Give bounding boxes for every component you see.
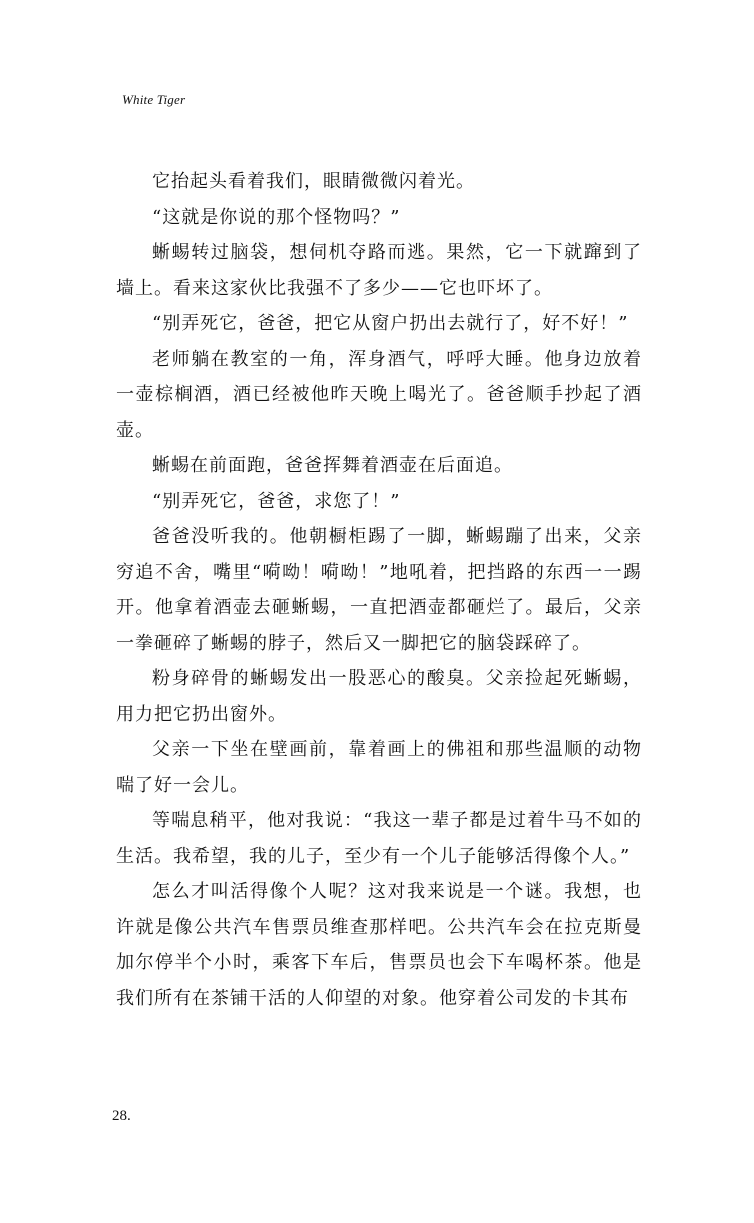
page-number: 28. — [112, 1108, 131, 1124]
paragraph: 怎么才叫活得像个人呢？这对我来说是一个谜。我想，也许就是像公共汽车售票员维查那样吧。公共汽车会在拉克斯曼加尔停半个小时，乘客下车后，售票员也会下车喝杯茶。他是我们所有在茶铺干活的人仰望的对象。他穿着公司发的卡其布 — [116, 881, 642, 1009]
paragraph: “这就是你说的那个怪物吗？” — [152, 206, 401, 228]
paragraph: “别弄死它，爸爸，求您了！” — [152, 490, 401, 512]
paragraph: 爸爸没听我的。他朝橱柜踢了一脚，蜥蜴蹦了出来，父亲穷追不舍，嘴里“嗬呦！嗬呦！”地吼着，把挡路的东西一一踢开。他拿着酒壶去砸蜥蜴，一直把酒壶都砸烂了。最后，父亲一拳砸碎了蜥蜴的脖子，然后又一脚把它的脑袋踩碎了。 — [116, 526, 642, 654]
paragraph: 粉身碎骨的蜥蜴发出一股恶心的酸臭。父亲捡起死蜥蜴，用力把它扔出窗外。 — [116, 668, 642, 725]
paragraph: 父亲一下坐在壁画前，靠着画上的佛祖和那些温顺的动物喘了好一会儿。 — [116, 739, 642, 796]
paragraph: 等喘息稍平，他对我说：“我这一辈子都是过着牛马不如的生活。我希望，我的儿子，至少有一个儿子能够活得像个人。” — [116, 810, 642, 867]
paragraph: 蜥蜴转过脑袋，想伺机夺路而逃。果然，它一下就蹿到了墙上。看来这家伙比我强不了多少——它也吓坏了。 — [116, 242, 642, 299]
running-head: White Tiger — [122, 92, 186, 107]
paragraph: 它抬起头看着我们，眼睛微微闪着光。 — [152, 171, 475, 192]
paragraph: 老师躺在教室的一角，浑身酒气，呼呼大睡。他身边放着一壶棕榈酒，酒已经被他昨天晚上喝光了。爸爸顺手抄起了酒壶。 — [116, 348, 642, 441]
paragraph: “别弄死它，爸爸，把它从窗户扔出去就行了，好不好！” — [152, 313, 629, 334]
body-text — [116, 164, 642, 1016]
paragraph: 蜥蜴在前面跑，爸爸挥舞着酒壶在后面追。 — [152, 455, 513, 476]
